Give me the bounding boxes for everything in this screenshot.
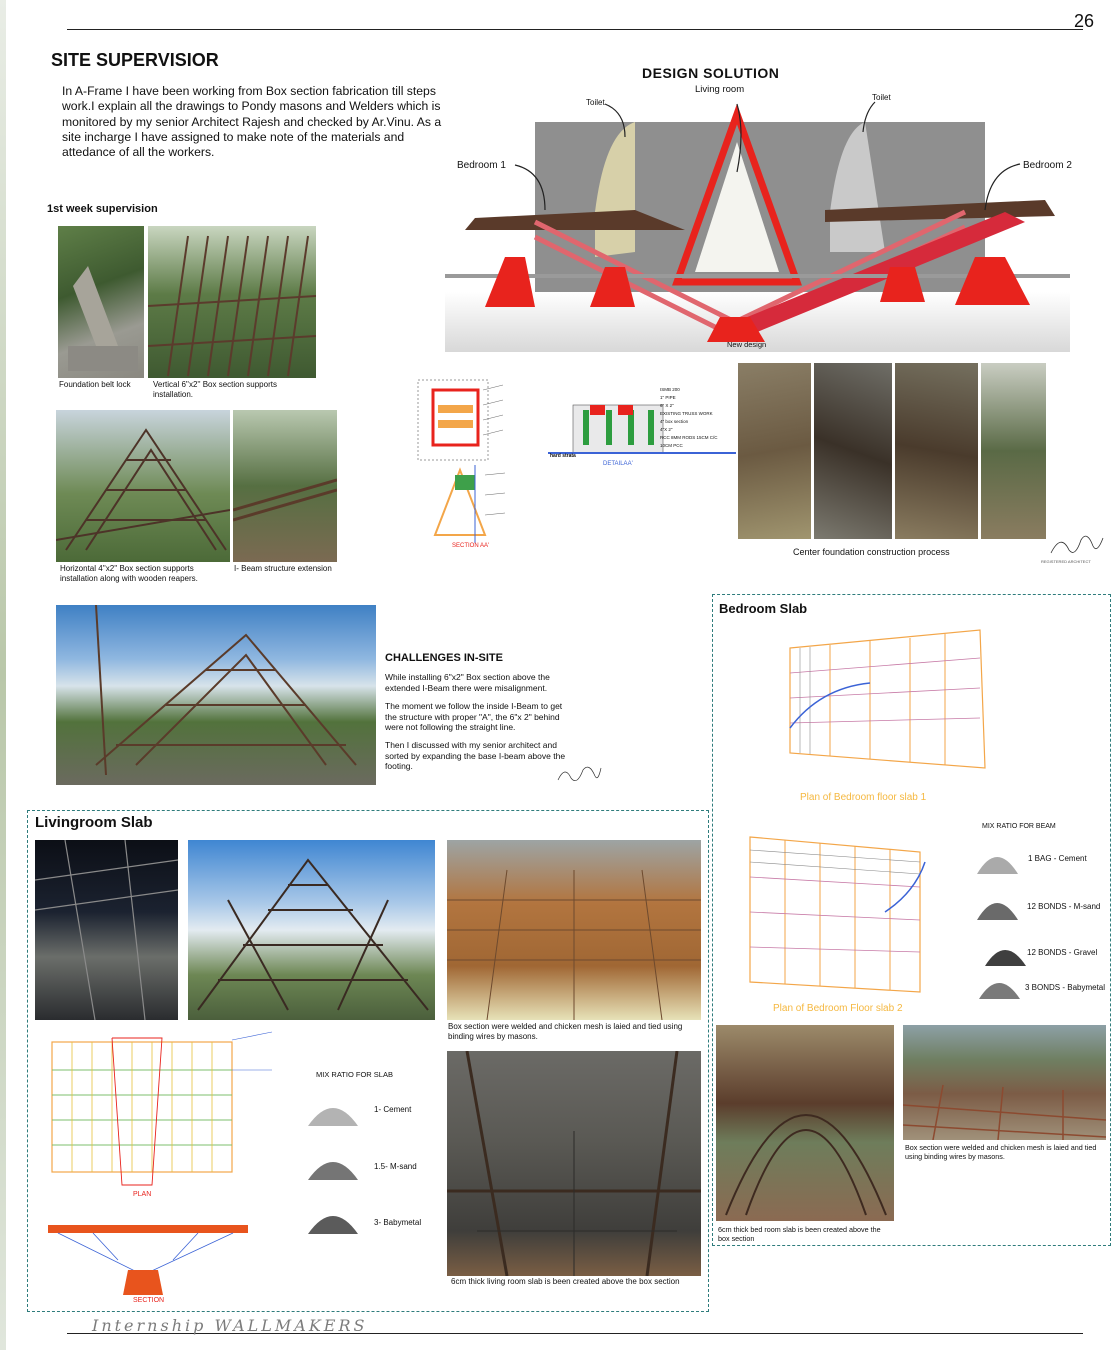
detail-note: 4"X 2" [660,427,673,432]
bedroom-caption-left: 6cm thick bed room slab is been created above the box section [718,1225,881,1243]
vertical-supports-photo [148,226,316,378]
beam-mix-item: 1 BAG - Cement [1028,854,1087,863]
section-aa-drawing [415,465,555,545]
page-title: SITE SUPERVISIOR [51,50,219,70]
challenges-p2: The moment we follow the inside I-Beam to get the structure with proper "A", the 6"x 2" behind were not following the straight line. [385,701,563,732]
livingroom-mesh-photo [447,840,701,1020]
bedroom-plan-2 [745,832,945,1002]
livingroom-caption-bottom: 6cm thick living room slab is been created above the box section [451,1277,680,1286]
detail-note: 6" X 2" [660,403,674,408]
foundation-photo [58,226,144,378]
livingroom-photo-2 [188,840,435,1020]
beam-mix-item: 12 BONDS - Gravel [1027,948,1098,957]
living-room-label: Living room [695,84,745,95]
header-rule [67,29,1083,30]
center-foundation-caption: Center foundation construction process [793,547,950,557]
babymetal-pile-icon [306,1204,360,1236]
detail-note: ISMB 200 [660,387,680,392]
livingroom-plan-drawing [42,1030,287,1190]
page-number: 26 [1073,11,1094,31]
slab-mix-item: 3- Babymetal [374,1218,422,1227]
detail-plan-drawing [403,375,553,470]
plan-label: PLAN [133,1191,152,1198]
livingroom-slab-photo [447,1051,701,1276]
foundation-caption: Foundation belt lock [59,380,131,389]
challenges-title: CHALLENGES IN-SITE [385,652,503,664]
detail-note: 1" PIPE [660,395,676,400]
stamp-text: REGISTERED ARCHITECT [1041,559,1091,564]
bedroom-plan2-label: Plan of Bedroom Floor slab 2 [773,1003,903,1014]
challenges-p1: While installing 6"x2" Box section above the extended I-Beam there were misalignment. [385,672,550,693]
intro-text: In A-Frame I have been working from Box section fabrication till steps work.I explain all the drawings to Pondy masons and Welders which is monitored by my senior Architect Rajesh and checked by Ar.Vinu. As a site incharge I have assigned to make note of the materials and attedance of all the workers. [62,84,442,160]
bedroom-slab-photo-2 [903,1025,1106,1140]
detail-note: 10CM PCC [660,443,683,448]
detail-notes [660,386,718,450]
challenges-p3: Then I discussed with my senior architect and sorted by expanding the base I-beam above the footing. [385,740,566,771]
challenges-photo [56,605,376,785]
msand-pile-icon [306,1150,360,1182]
signature-small [553,760,603,790]
center-foundation-photo-4 [981,363,1046,539]
design-render [445,92,1070,352]
section-label: SECTION [133,1297,165,1304]
bedroom-plan1-label: Plan of Bedroom floor slab 1 [800,792,927,803]
beam-mix-item: 12 BONDS - M-sand [1027,902,1101,911]
center-foundation-photo-3 [895,363,978,539]
bedroom1-label: Bedroom 1 [457,160,506,171]
livingroom-slab-title: Livingroom Slab [35,814,153,831]
hard-strata-label: hard strata [550,453,576,459]
design-solution-title: DESIGN SOLUTION [642,65,780,81]
new-design-label: New design [727,340,767,349]
beam-mix-item: 3 BONDS - Babymetal [1025,983,1106,992]
detail-aa-label: DETAILAA' [603,461,633,467]
detail-note: RCC 8MM RODS 15CM C/C [660,435,718,440]
livingroom-photo-1 [35,840,178,1020]
toilet-right-label: Toilet [872,93,891,102]
msand-pile-icon [975,892,1020,922]
beam-mix-title: MIX RATIO FOR BEAM [982,823,1056,830]
center-foundation-photo-1 [738,363,811,539]
edge-strip [0,0,6,1350]
gravel-pile-icon [983,940,1028,968]
livingroom-caption-top: Box section were welded and chicken mesh is laied and tied using binding wires by masons. [448,1022,683,1041]
vertical-caption: Vertical 6''x2'' Box section supports installation. [153,380,277,399]
bedroom-plan-1 [740,628,995,788]
livingroom-section-drawing [38,1205,288,1295]
detail-note: EXISTING TRUSS WORK [660,411,713,416]
babymetal-pile-icon [977,973,1022,1001]
cement-pile-icon [975,846,1020,876]
bedroom2-label: Bedroom 2 [1023,160,1072,171]
bedroom-caption-right: Box section were welded and chicken mesh is laied and tied using binding wires by masons. [905,1143,1097,1161]
bedroom-slab-title: Bedroom Slab [719,601,808,616]
section-aa-label: SECTION AA' [452,543,490,549]
center-foundation-photo-2 [814,363,892,539]
week-heading: 1st week supervision [47,203,158,215]
bedroom-slab-photo-1 [716,1025,894,1221]
horizontal-supports-photo [56,410,230,562]
horizontal-caption: Horizontal 4''x2'' Box section supports installation along with wooden reapers. [60,564,198,583]
footer-text: Internship WALLMAKERS [92,1316,368,1335]
ibeam-photo [233,410,337,562]
signature-stamp [1041,528,1105,568]
detail-note: 4" box section [660,419,689,424]
cement-pile-icon [306,1096,360,1128]
slab-mix-item: 1- Cement [374,1105,412,1114]
toilet-left-label: Toilet [586,98,605,107]
slab-mix-title: MIX RATIO FOR SLAB [316,1070,393,1079]
ibeam-caption: I- Beam structure extension [234,564,332,573]
slab-mix-item: 1.5- M-sand [374,1162,417,1171]
